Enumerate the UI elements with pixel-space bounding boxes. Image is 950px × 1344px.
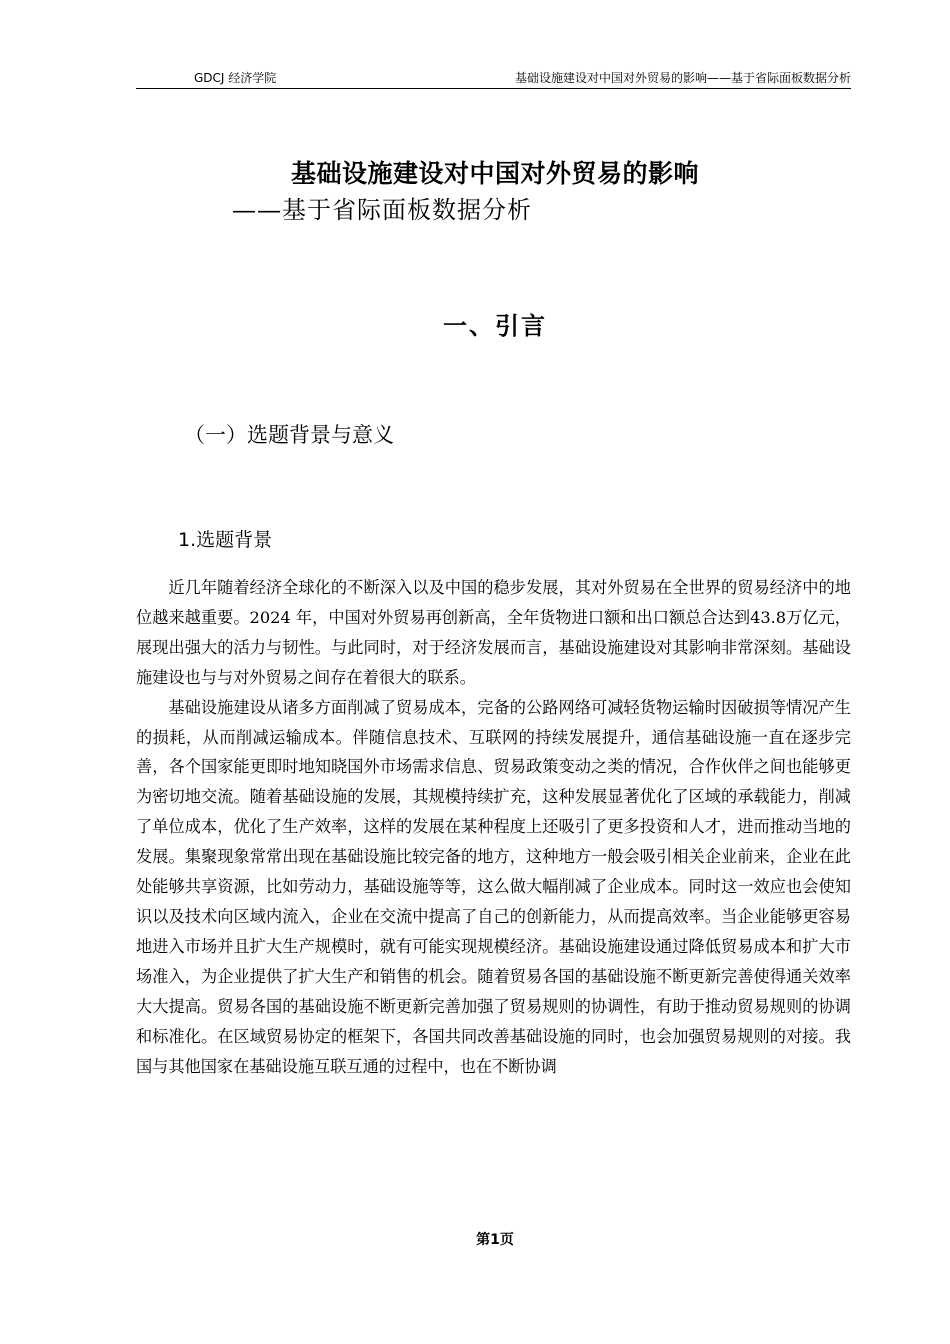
header-running-title: 基础设施建设对中国对外贸易的影响——基于省际面板数据分析	[514, 71, 851, 85]
document-title: 基础设施建设对中国对外贸易的影响	[290, 159, 699, 188]
paragraph: 近几年随着经济全球化的不断深入以及中国的稳步发展，其对外贸易在全世界的贸易经济中的地位越来越重要。2024 年，中国对外贸易再创新高，全年货物进口额和出口额总合达到43.8万亿元，展现出强大的活力与韧性。与此同时，对于经济发展而言，基础设施建设对其影响非常深刻。基础设施建设也与与对外贸易之间存在着很大的联系。	[136, 578, 851, 687]
section-heading: 一、引言	[443, 312, 547, 340]
body-text	[136, 573, 851, 1081]
header-institution: GDCJ 经济学院	[194, 71, 277, 85]
subsubsection-heading: 1.选题背景	[178, 529, 273, 551]
subsection-heading: （一）选题背景与意义	[184, 423, 394, 447]
document-subtitle: ——基于省际面板数据分析	[232, 196, 532, 224]
paragraph: 基础设施建设从诸多方面削减了贸易成本，完备的公路网络可减轻货物运输时因破损等情况产生的损耗，从而削减运输成本。伴随信息技术、互联网的持续发展提升，通信基础设施一直在逐步完善，各个国家能更即时地知晓国外市场需求信息、贸易政策变动之类的情况，合作伙伴之间也能够更为密切地交流。随着基础设施的发展，其规模持续扩充，这种发展显著优化了区域的承载能力，削减了单位成本，优化了生产效率，这样的发展在某种程度上还吸引了更多投资和人才，进而推动当地的发展。集聚现象常常出现在基础设施比较完备的地方，这种地方一般会吸引相关企业前来，企业在此处能够共享资源，比如劳动力，基础设施等等，这么做大幅削减了企业成本。同时这一效应也会使知识以及技术向区域内流入，企业在交流中提高了自己的创新能力，从而提高效率。当企业能够更容易地进入市场并且扩大生产规模时，就有可能实现规模经济。基础设施建设通过降低贸易成本和扩大市场准入，为企业提供了扩大生产和销售的机会。随着贸易各国的基础设施不断更新完善使得通关效率大大提高。贸易各国的基础设施不断更新完善加强了贸易规则的协调性，有助于推动贸易规则的协调和标准化。在区域贸易协定的框架下，各国共同改善基础设施的同时，也会加强贸易规则的对接。我国与其他国家在基础设施互联互通的过程中，也在不断协调	[136, 697, 851, 1076]
page-number: 第1页	[476, 1232, 514, 1248]
page-header	[136, 66, 851, 89]
